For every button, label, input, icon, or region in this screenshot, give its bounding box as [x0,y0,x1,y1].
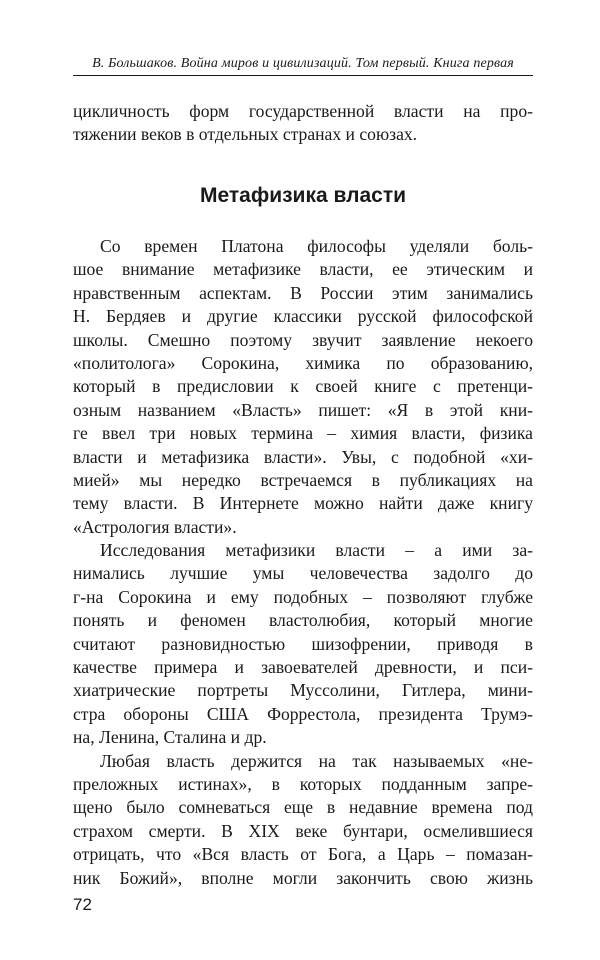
text-line: считают разновидностью шизофрении, приводя в [73,633,533,654]
text-line: преложных истинах», в которых подданным запре- [73,773,533,794]
text-line: ник Божий», вполне могли закончить свою жизнь [73,867,533,888]
text-line: стра обороны США Форрестола, президента Трумэ- [73,703,533,724]
text-line: который в предисловии к своей книге с претенци- [73,376,533,397]
text-line: тяжении веков в отдельных странах и союзах. [73,124,418,145]
text-line: шое внимание метафизике власти, ее этическим и [73,259,533,280]
text-line: «политолога» Сорокина, химика по образованию, [73,352,533,373]
text-line: щено было сомневаться еще в недавние времена под [73,797,533,818]
text-line: нимались лучшие умы человечества задолго до [73,563,533,584]
text-line: цикличность форм государственной власти на про- [73,101,533,121]
text-line: страхом смерти. В XIX веке бунтари, осмелившиеся [73,820,533,841]
text-line: отрицать, что «Вся власть от Бога, а Царь – помазан- [73,844,533,865]
text-line: озным названием «Власть» пишет: «Я в этой кни- [73,399,533,420]
text-line: Исследования метафизики власти – а ими за- [100,540,533,561]
text-line: ге ввел три новых термина – химия власти, физика [73,423,533,444]
text-line: на, Ленина, Сталина и др. [73,727,267,748]
text-line: мией» мы нередко встречаемся в публикациях на [73,469,533,490]
text-line: власти и метафизика власти». Увы, с подобной «хи- [73,446,533,467]
text-line: Н. Бердяев и другие классики русской философской [73,306,533,327]
running-header: В. Большаков. Война миров и цивилизаций. Том первый. Книга первая [73,56,533,76]
main-text [73,235,533,890]
text-line: тему власти. В Интернете можно найти даже книгу [73,493,533,514]
text-line: хиатрические портреты Муссолини, Гитлера, мини- [73,680,533,701]
page-number: 72 [73,895,92,914]
text-line: Любая власть держится на так называемых «не- [100,750,533,771]
text-line: «Астрология власти». [73,516,237,537]
text-line: качестве примера и завоевателей древности, и пси- [73,657,533,678]
text-line: понять и феномен властолюбия, который многие [73,610,533,631]
text-line: Со времен Платона философы уделяли боль- [100,236,533,256]
text-line: школы. Смешно поэтому звучит заявление некоего [73,329,533,350]
section-title: Метафизика власти [199,184,407,207]
text-line: г-на Сорокина и ему подобных – позволяют глубже [73,586,533,607]
text-line: нравственным аспектам. В России этим занимались [73,282,533,303]
intro-text [73,100,533,147]
